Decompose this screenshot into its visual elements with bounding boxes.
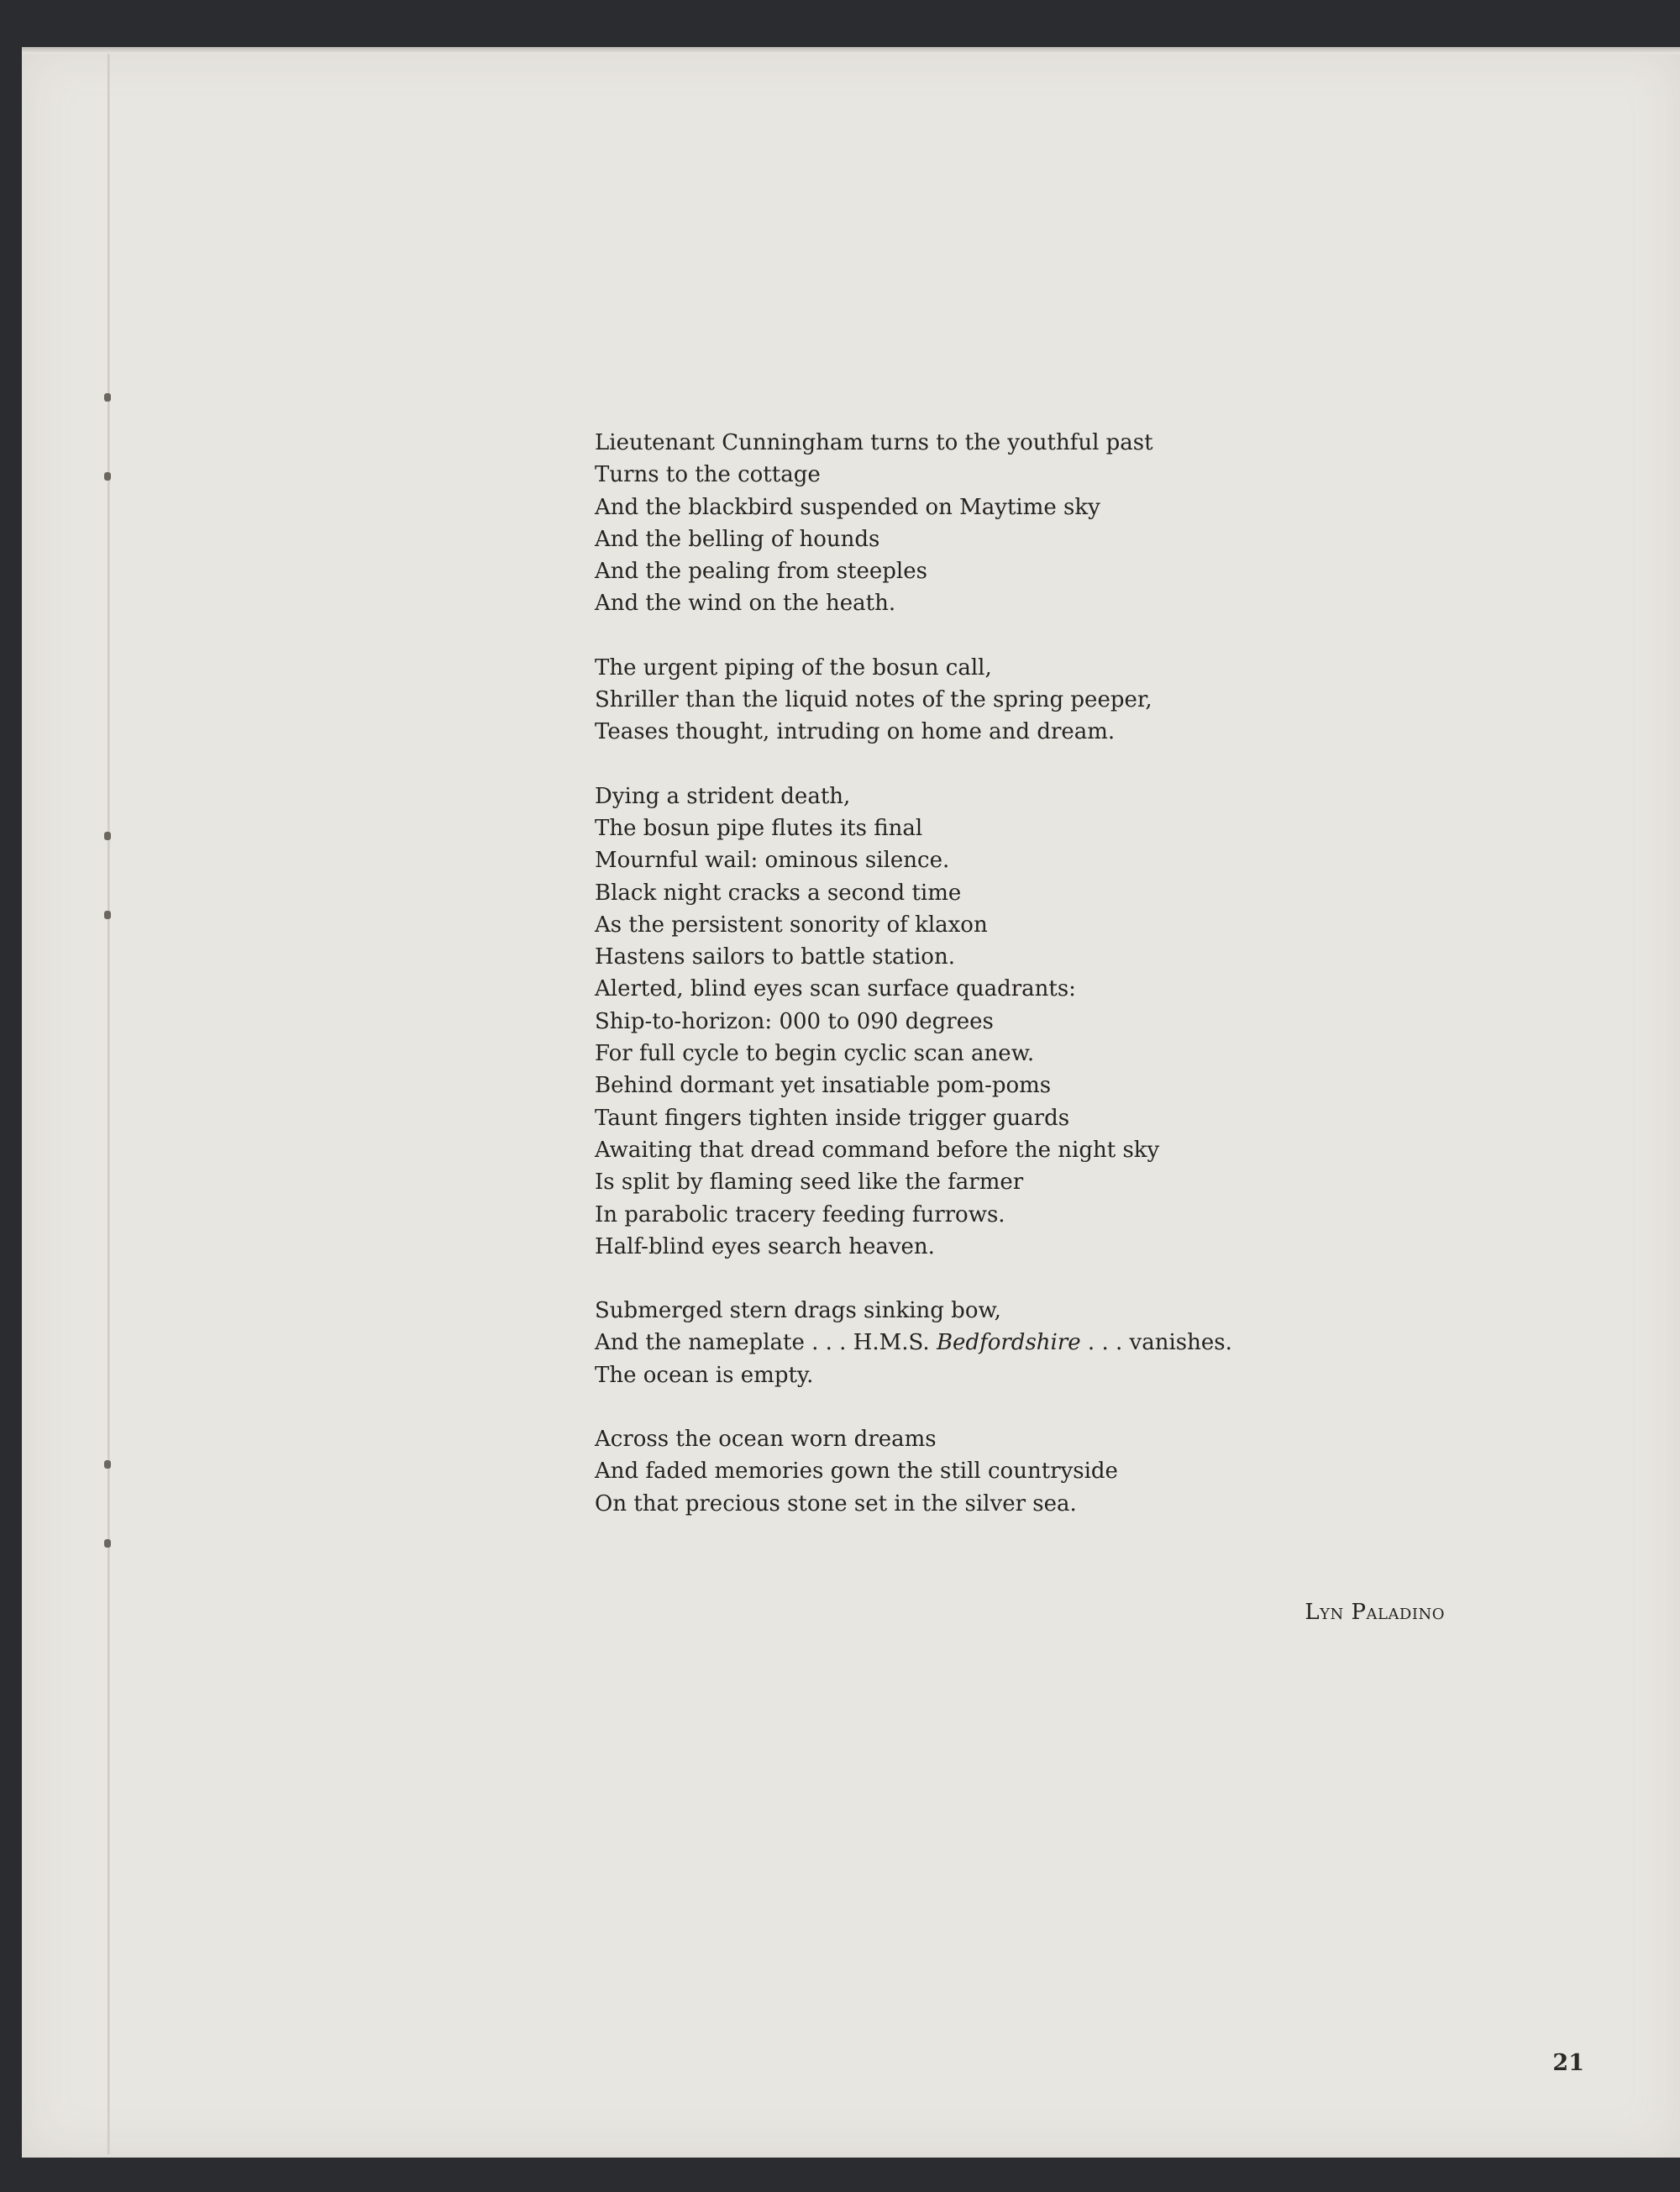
poem-line: The urgent piping of the bosun call,	[595, 654, 992, 681]
poem-line: Hastens sailors to battle station.	[595, 944, 955, 970]
binding-line	[108, 54, 110, 2154]
poem-line: Lieutenant Cunningham turns to the youthful past	[595, 430, 1153, 455]
book-page	[22, 47, 1680, 2158]
poem-line: The ocean is empty.	[595, 1362, 814, 1388]
poem-line: Behind dormant yet insatiable pom-poms	[595, 1073, 1052, 1099]
binding-stitch	[104, 911, 111, 919]
binding-stitch	[104, 472, 111, 481]
poem-line: Turns to the cottage	[595, 462, 821, 488]
binding-stitch	[104, 832, 111, 840]
stanza-5	[595, 1423, 1519, 1520]
poem-line: Teases thought, intruding on home and dream.	[595, 719, 1116, 745]
poem-line-nameplate	[595, 1327, 1519, 1359]
author-signature: Lyn Paladino	[1305, 1600, 1445, 1625]
stanza-2	[595, 652, 1519, 749]
page-number: 21	[1552, 2050, 1584, 2076]
binding-stitch	[104, 1460, 111, 1469]
nameplate-text-before: And the nameplate . . . H.M.S.	[595, 1330, 937, 1356]
poem-line: For full cycle to begin cyclic scan anew.	[595, 1041, 1035, 1067]
poem-line: Shriller than the liquid notes of the spring peeper,	[595, 687, 1152, 713]
poem-line: Taunt fingers tighten inside trigger guards	[595, 1105, 1070, 1131]
poem-line: Half-blind eyes search heaven.	[595, 1233, 935, 1259]
binding-stitch	[104, 1539, 111, 1548]
poem-line: Mournful wail: ominous silence.	[595, 848, 950, 874]
poem-line: Dying a strident death,	[595, 783, 851, 809]
poem-line: Alerted, blind eyes scan surface quadrants:	[595, 976, 1076, 1002]
poem-line: Submerged stern drags sinking bow,	[595, 1298, 1001, 1324]
poem-line: As the persistent sonority of klaxon	[595, 912, 988, 938]
page-top-edge	[22, 47, 1680, 54]
poem-line: On that precious stone set in the silver sea.	[595, 1490, 1077, 1517]
poem-line: Black night cracks a second time	[595, 880, 962, 906]
poem-line: And the wind on the heath.	[595, 591, 896, 617]
poem-line: The bosun pipe flutes its final	[595, 815, 923, 841]
stanza-1	[595, 427, 1519, 620]
poem-line: Ship-to-horizon: 000 to 090 degrees	[595, 1008, 994, 1034]
poem-line: In parabolic tracery feeding furrows.	[595, 1201, 1005, 1227]
binding-stitch	[104, 393, 111, 402]
poem-line: And faded memories gown the still countryside	[595, 1459, 1118, 1485]
poem-line: And the pealing from steeples	[595, 559, 927, 585]
poem	[595, 427, 1519, 1552]
stanza-4	[595, 1295, 1519, 1391]
stanza-3	[595, 781, 1519, 1263]
poem-line: Awaiting that dread command before the night sky	[595, 1137, 1160, 1163]
nameplate-text-after: . . . vanishes.	[1080, 1330, 1232, 1356]
poem-line: And the blackbird suspended on Maytime sky	[595, 494, 1100, 520]
poem-line: Is split by flaming seed like the farmer	[595, 1170, 1024, 1196]
poem-line: Across the ocean worn dreams	[595, 1427, 937, 1453]
poem-line: And the belling of hounds	[595, 526, 880, 552]
ship-name: Bedfordshire	[936, 1330, 1081, 1356]
